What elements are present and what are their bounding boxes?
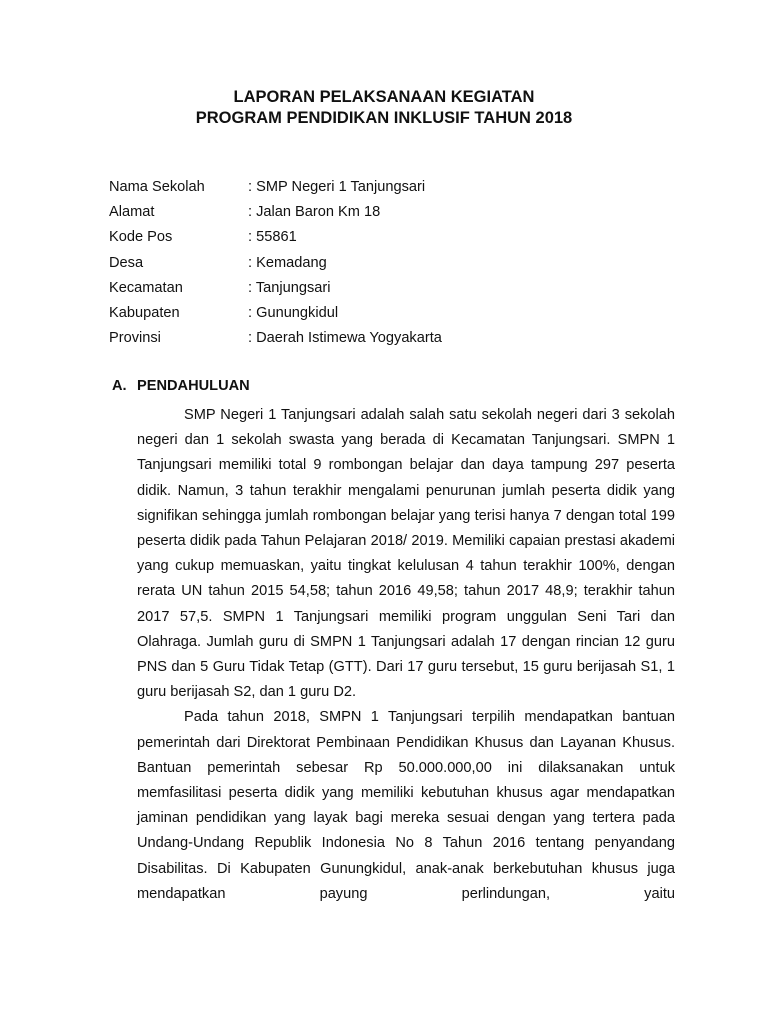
section-a-body <box>137 403 675 907</box>
paragraph-1: SMP Negeri 1 Tanjungsari adalah salah satu sekolah negeri dari 3 sekolah negeri dan 1 sekolah swasta yang berada di Kecamatan Tanjungsari. SMPN 1 Tanjungsari memiliki total 9 rombongan belajar dan daya tampung 297 peserta didik. Namun, 3 tahun terakhir mengalami penurunan jumlah peserta didik yang signifikan sehingga jumlah rombongan belajar yang terisi hanya 7 dengan total 199 peserta didik pada Tahun Pelajaran 2018/ 2019. Memiliki capaian prestasi akademi yang cukup memuaskan, yaitu tingkat kelulusan 4 tahun terakhir 100%, dengan rerata UN tahun 2015 54,58; tahun 2016 49,58; tahun 2017 48,9; terakhir tahun 2017 57,5. SMPN 1 Tanjungsari memiliki program unggulan Seni Tari dan Olahraga. Jumlah guru di SMPN 1 Tanjungsari adalah 17 dengan rincian 12 guru PNS dan 5 Guru Tidak Tetap (GTT). Dari 17 guru tersebut, 15 guru berijasah S1, 1 guru berijasah S2, dan 1 guru D2. <box>137 407 675 701</box>
info-value: : 55861 <box>248 229 297 246</box>
info-row-district <box>109 276 442 301</box>
info-row-province <box>109 326 442 351</box>
school-info-table <box>109 175 442 351</box>
info-label: Provinsi <box>109 330 161 347</box>
info-value: : Jalan Baron Km 18 <box>248 204 381 221</box>
info-row-regency <box>109 301 442 326</box>
section-number: A. <box>112 378 127 394</box>
info-label: Alamat <box>109 204 155 221</box>
info-label: Kode Pos <box>109 229 173 246</box>
info-label: Kabupaten <box>109 304 180 321</box>
info-label: Kecamatan <box>109 279 183 296</box>
section-a-heading <box>112 375 250 397</box>
info-row-postal-code <box>109 225 442 250</box>
info-label: Nama Sekolah <box>109 179 205 195</box>
info-value: : SMP Negeri 1 Tanjungsari <box>248 179 426 195</box>
document-title-line-1: LAPORAN PELAKSANAAN KEGIATAN <box>233 88 535 106</box>
info-value: : Gunungkidul <box>248 304 339 321</box>
info-row-school-name <box>109 175 442 200</box>
info-value: : Kemadang <box>248 254 327 271</box>
info-value: : Daerah Istimewa Yogyakarta <box>248 330 442 347</box>
paragraph-2: Pada tahun 2018, SMPN 1 Tanjungsari terpilih mendapatkan bantuan pemerintah dari Direktorat Pembinaan Pendidikan Khusus dan Layanan Khusus. Bantuan pemerintah sebesar Rp 50.000.000,00 ini dilaksanakan untuk memfasilitasi peserta didik yang memiliki kebutuhan khusus agar mendapatkan jaminan pendidikan yang layak bagi mereka sesuai dengan yang tertera pada Undang-Undang Republik Indonesia No 8 Tahun 2016 tentang penyandang Disabilitas. Di Kabupaten Gunungkidul, anak-anak berkebutuhan khusus juga mendapatkan payung perlindungan, yaitu <box>137 709 675 902</box>
section-title: PENDAHULUAN <box>137 378 250 394</box>
info-row-address <box>109 200 442 225</box>
info-row-village <box>109 251 442 276</box>
info-label: Desa <box>109 254 144 271</box>
document-title-line-2: PROGRAM PENDIDIKAN INKLUSIF TAHUN 2018 <box>195 109 573 127</box>
info-value: : Tanjungsari <box>248 279 331 296</box>
